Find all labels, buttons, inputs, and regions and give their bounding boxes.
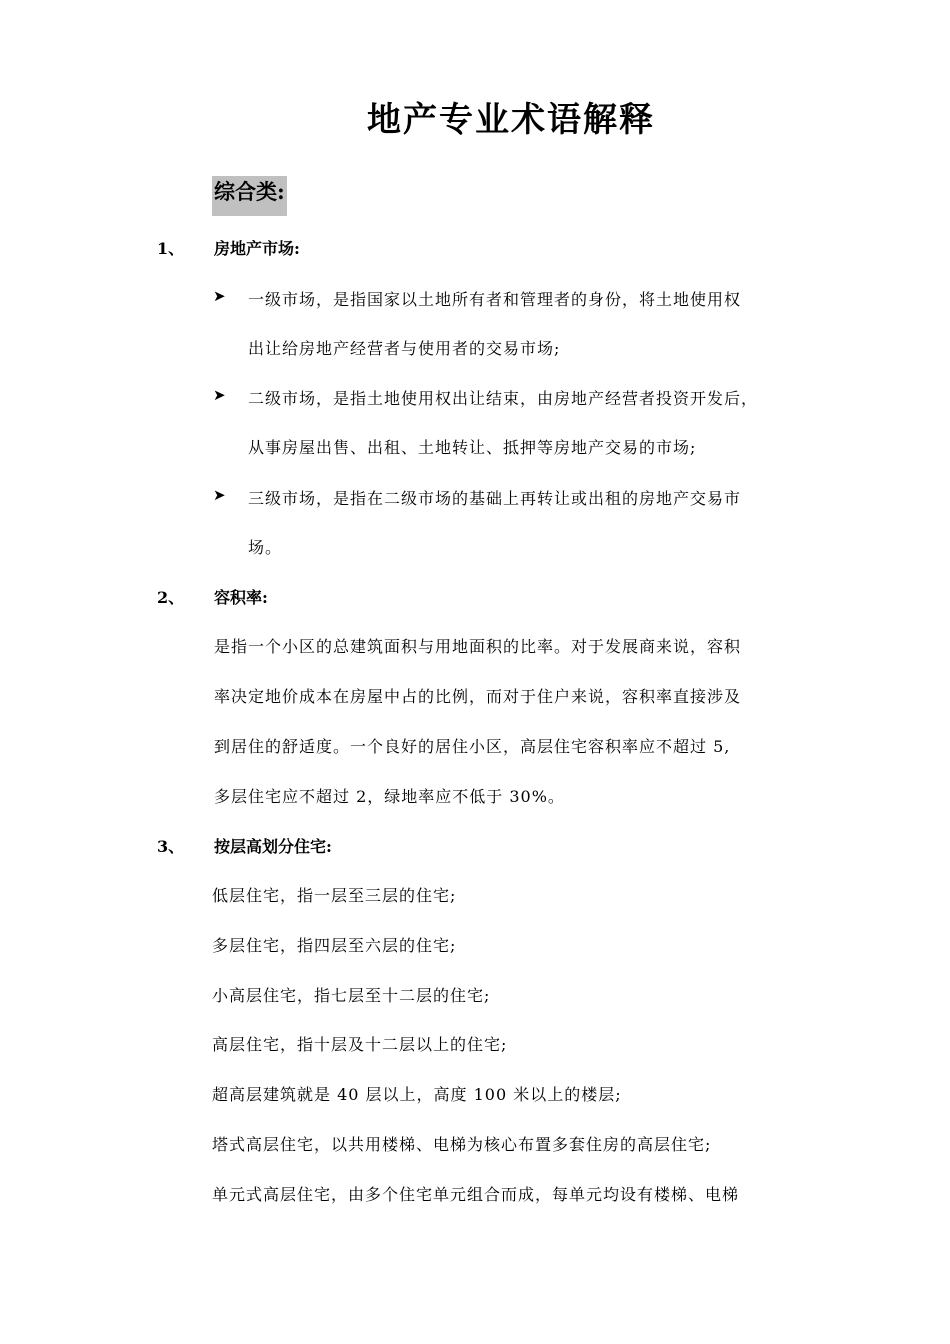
arrow-bullet-icon: ➤ [213, 287, 226, 305]
bullet-line: 场。 [248, 538, 283, 557]
arrow-bullet-icon: ➤ [213, 386, 226, 404]
document-title: 地产专业术语解释 [367, 100, 655, 140]
list-item: 塔式高层住宅，以共用楼梯、电梯为核心布置多套住房的高层住宅; [212, 1135, 712, 1154]
list-item: 低层住宅，指一层至三层的住宅; [212, 886, 457, 905]
bullet-line: 从事房屋出售、出租、土地转让、抵押等房地产交易的市场; [248, 438, 697, 457]
bullet-line: 三级市场，是指在二级市场的基础上再转让或出租的房地产交易市 [248, 489, 742, 508]
section-heading: 按层高划分住宅: [214, 837, 332, 856]
list-item: 超高层建筑就是 40 层以上，高度 100 米以上的楼层; [212, 1085, 622, 1104]
paragraph-line: 多层住宅应不超过 2，绿地率应不低于 30%。 [214, 787, 565, 806]
bullet-line: 二级市场，是指土地使用权出让结束，由房地产经营者投资开发后， [248, 389, 759, 408]
list-item: 小高层住宅，指七层至十二层的住宅; [212, 986, 491, 1005]
section-number: 3、 [157, 837, 185, 856]
list-item: 高层住宅，指十层及十二层以上的住宅; [212, 1035, 508, 1054]
section-heading: 容积率: [214, 588, 268, 607]
paragraph-line: 是指一个小区的总建筑面积与用地面积的比率。对于发展商来说，容积 [214, 637, 742, 656]
bullet-line: 一级市场，是指国家以土地所有者和管理者的身份，将土地使用权 [248, 290, 742, 309]
list-item: 多层住宅，指四层至六层的住宅; [212, 936, 457, 955]
paragraph-line: 到居住的舒适度。一个良好的居住小区，高层住宅容积率应不超过 5, [214, 737, 731, 756]
section-heading: 房地产市场: [214, 239, 300, 258]
paragraph-line: 率决定地价成本在房屋中占的比例，而对于住户来说，容积率直接涉及 [214, 687, 742, 706]
bullet-line: 出让给房地产经营者与使用者的交易市场; [248, 339, 561, 358]
category-label: 综合类: [212, 176, 287, 216]
arrow-bullet-icon: ➤ [213, 486, 226, 504]
list-item: 单元式高层住宅，由多个住宅单元组合而成，每单元均设有楼梯、电梯 [212, 1185, 740, 1204]
section-number: 2、 [157, 588, 185, 607]
section-number: 1、 [157, 239, 185, 258]
